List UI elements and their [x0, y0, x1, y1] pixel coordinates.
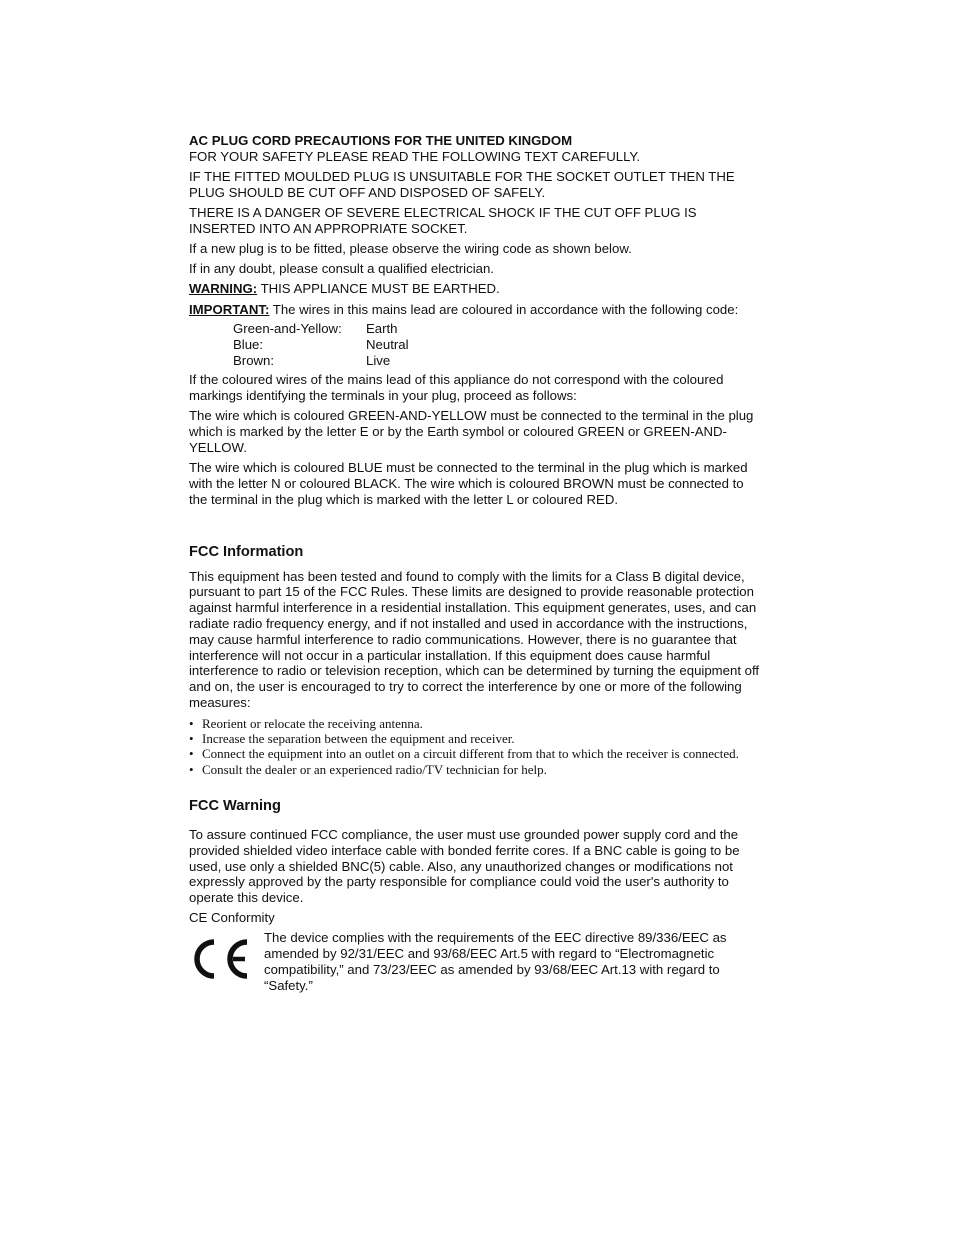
- list-item: • Connect the equipment into an outlet on a circuit different from that to which the receiver is connected.: [189, 746, 761, 761]
- warning-label: WARNING:: [189, 281, 258, 297]
- wiring-row: [233, 321, 761, 337]
- uk-warning: [189, 281, 761, 297]
- uk-electrician-notice: If in any doubt, please consult a qualified electrician.: [189, 261, 494, 277]
- wire-color: Brown:: [233, 352, 275, 368]
- wire-color: Blue:: [233, 336, 264, 352]
- uk-plug-section: [189, 133, 761, 508]
- uk-blue-brown-wire-instruction: The wire which is coloured BLUE must be connected to the terminal in the plug which is marked with the letter N or coloured BLACK. The wire which is coloured BROWN must be connected to the terminal in the plug which is marked with the letter L or coloured RED.: [189, 460, 748, 507]
- warning-text: THIS APPLIANCE MUST BE EARTHED.: [257, 281, 500, 297]
- uk-shock-danger-notice: THERE IS A DANGER OF SEVERE ELECTRICAL SHOCK IF THE CUT OFF PLUG IS INSERTED INTO AN APPROPRIATE SOCKET.: [189, 204, 697, 236]
- uk-new-plug-notice: If a new plug is to be fitted, please observe the wiring code as shown below.: [189, 240, 632, 256]
- uk-mismatch-notice: If the coloured wires of the mains lead of this appliance do not correspond with the coloured markings identifying the terminals in your plug, proceed as follows:: [189, 372, 724, 404]
- fcc-information-body: This equipment has been tested and found to comply with the limits for a Class B digital device, pursuant to part 15 of the FCC Rules. These limits are designed to provide reasonable protection against harmful interference in a residential installation. This equipment generates, uses, and can radiate radio frequency energy, and if not installed and used in accordance with the instructions, may cause harmful interference to radio communications. However, there is no guarantee that interference will not occur in a particular installation. If this equipment does cause harmful interference to radio or television reception, which can be determined by turning the equipment off and on, the user is encouraged to try to correct the interference by one or more of the following measures:: [189, 568, 760, 711]
- interference-measures-list: [189, 716, 761, 777]
- important-label: IMPORTANT:: [189, 301, 270, 317]
- ce-mark-icon: [189, 936, 249, 982]
- ce-conformity-label: CE Conformity: [189, 910, 275, 926]
- ce-conformity-block: [189, 930, 761, 993]
- ce-conformity-text: The device complies with the requirements of the EEC directive 89/336/EEC as amended by 92/31/EEC and 93/68/EEC Art.5 with regard to “Electromagnetic compatibility,” and 73/23/EEC as amended by 93/68/EEC Art.13 with regard to “Safety.”: [264, 930, 727, 993]
- document-page: [189, 133, 761, 993]
- fcc-information-heading: FCC Information: [189, 543, 304, 560]
- list-item: • Increase the separation between the equipment and receiver.: [189, 731, 761, 746]
- uk-safety-notice: FOR YOUR SAFETY PLEASE READ THE FOLLOWING TEXT CAREFULLY.: [189, 148, 641, 164]
- wiring-row: [233, 353, 761, 369]
- wire-function: Live: [366, 352, 391, 368]
- fcc-warning-heading: FCC Warning: [189, 798, 281, 814]
- uk-important: [189, 302, 761, 318]
- fcc-warning-section: [189, 797, 761, 993]
- wire-function: Neutral: [366, 336, 409, 352]
- uk-moulded-plug-notice: IF THE FITTED MOULDED PLUG IS UNSUITABLE FOR THE SOCKET OUTLET THEN THE PLUG SHOULD BE CUT OFF AND DISPOSED OF SAFELY.: [189, 168, 735, 200]
- list-item: • Consult the dealer or an experienced radio/TV technician for help.: [189, 762, 761, 777]
- fcc-warning-body: To assure continued FCC compliance, the user must use grounded power supply cord and the provided shielded video interface cable with bonded ferrite cores. If a BNC cable is going to be used, use only a shielded BNC(5) cable. Also, any unauthorized changes or modifications not expressly approved by the party responsible for compliance could void the user's authority to operate this device.: [189, 827, 740, 906]
- uk-heading: AC PLUG CORD PRECAUTIONS FOR THE UNITED KINGDOM: [189, 133, 573, 148]
- important-text: The wires in this mains lead are coloured in accordance with the following code:: [269, 301, 739, 317]
- wiring-code-table: [233, 321, 761, 368]
- wiring-row: [233, 337, 761, 353]
- wire-color: Green-and-Yellow:: [233, 321, 342, 337]
- list-item: • Reorient or relocate the receiving antenna.: [189, 716, 761, 731]
- wire-function: Earth: [366, 321, 398, 337]
- fcc-information-section: [189, 543, 761, 777]
- uk-earth-wire-instruction: The wire which is coloured GREEN-AND-YELLOW must be connected to the terminal in the plug which is marked by the letter E or by the Earth symbol or coloured GREEN or GREEN-AND-YELLOW.: [189, 408, 754, 456]
